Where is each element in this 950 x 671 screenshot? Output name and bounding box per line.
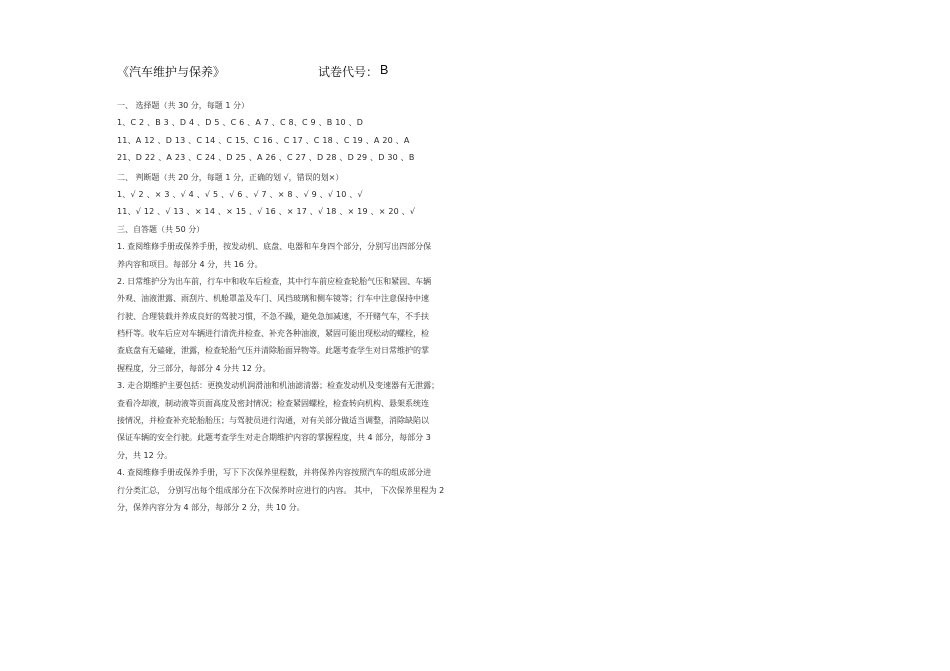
paper-code-value: B xyxy=(380,63,389,77)
section-3-line: 外观、油液泄露、雨刮片、机舱罩盖及车门、风挡玻璃和侧车镜等；行车中注意保持中速 xyxy=(117,294,429,304)
section-2-line: 1、√ 2 、× 3 、√ 4 、√ 5 、√ 6 、√ 7 、× 8 、√ 9 、√ 10 、√ xyxy=(117,189,363,199)
section-1-line: 11、A 12 、D 13 、C 14 、C 15、C 16 、C 17 、C 18 、C 19 、A 20 、A xyxy=(117,135,410,145)
section-2-heading: 二、 判断题（共 20 分，每题 1 分，正确的划 √，错误的划×） xyxy=(117,172,344,182)
section-3-line: 4. 查阅维修手册或保养手册，写下下次保养里程数，并将保养内容按照汽车的组成部分进 xyxy=(117,468,432,478)
section-3-line: 2. 日常维护分为出车前，行车中和收车后检查，其中行车前应检查轮胎气压和紧固、车辆 xyxy=(117,276,432,286)
section-3-line: 行分类汇总， 分别写出每个组成部分在下次保养时应进行的内容。 其中， 下次保养里程为 2 xyxy=(117,485,445,495)
section-3-line: 1. 查阅维修手册或保养手册，按发动机、底盘、电器和车身四个部分，分别写出四部分保 xyxy=(117,242,432,252)
section-3-line: 查看冷却液，制动液等页面高度及密封情况；检查紧固螺栓，检查转向机构、悬架系统连 xyxy=(117,398,429,408)
section-1-line: 1、C 2 、B 3 、D 4 、D 5 、C 6 、A 7 、C 8、C 9 、B 10 、D xyxy=(117,118,364,128)
section-3-line: 档杆等。收车后应对车辆进行清洗并检查、补充各种油液，紧固可能出现松动的螺栓，检 xyxy=(117,329,429,339)
document-header xyxy=(117,63,537,81)
section-3-line: 保证车辆的安全行驶。此题考查学生对走合期维护内容的掌握程度，共 4 部分，每部分 3 xyxy=(117,433,431,443)
section-3-line: 养内容和项目。每部分 4 分，共 16 分。 xyxy=(117,259,263,269)
section-3-line: 查底盘有无磕碰，泄露，检查轮胎气压并清除胎面异物等。此题考查学生对日常维护的掌 xyxy=(117,346,429,356)
section-1-line: 21、D 22 、A 23 、C 24 、D 25 、A 26 、C 27 、D 28 、D 29 、D 30 、B xyxy=(117,153,415,163)
section-2-line: 11、√ 12 、√ 13 、× 14 、× 15 、√ 16 、× 17 、√ 18 、× 19 、× 20 、√ xyxy=(117,207,416,217)
section-3-line: 行驶、合理装载并养成良好的驾驶习惯，不急不躁，避免急加减速，不开赌气车，不手扶 xyxy=(117,311,429,321)
section-1-heading: 一、 选择题（共 30 分，每题 1 分） xyxy=(117,101,249,110)
course-title: 《汽车维护与保养》 xyxy=(117,65,226,79)
section-3-line: 分，保养内容分为 4 部分，每部分 2 分，共 10 分。 xyxy=(117,502,305,512)
section-3-line: 握程度，分三部分，每部分 4 分共 12 分。 xyxy=(117,363,271,373)
section-3-line: 接情况，并检查补充轮胎胎压；与驾驶员进行沟通，对有关部分做适当调整，消除缺陷以 xyxy=(117,416,429,426)
section-3-line: 3. 走合期维护主要包括：更换发动机润滑油和机油滤清器；检查发动机及变速器有无泄露； xyxy=(117,381,440,391)
paper-code-label: 试卷代号： xyxy=(318,65,379,79)
section-3-heading: 三、自答题（共 50 分） xyxy=(117,224,205,234)
answer-body xyxy=(117,95,502,516)
section-3-line: 分，共 12 分。 xyxy=(117,450,173,460)
